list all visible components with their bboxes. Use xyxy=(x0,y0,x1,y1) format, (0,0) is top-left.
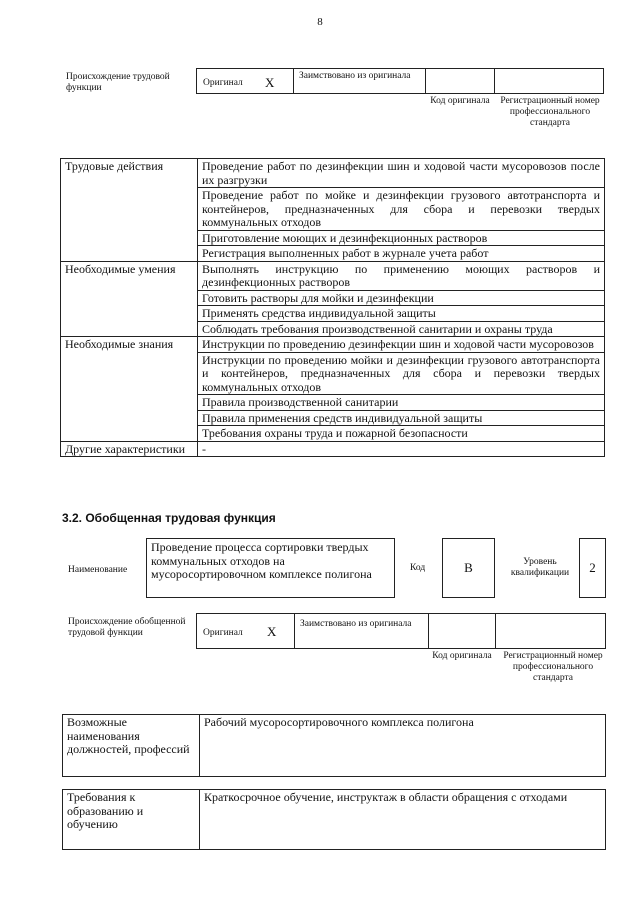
table-row xyxy=(63,790,606,850)
code-value: B xyxy=(442,538,495,598)
original-mark: X xyxy=(267,624,277,639)
table-row xyxy=(61,159,605,188)
table-cell: Инструкции по проведению дезинфекции шин и ходовой части мусоровозов xyxy=(198,337,605,353)
original-label: Оригинал xyxy=(203,628,243,638)
origin-label: Происхождение обобщенной трудовой функции xyxy=(68,617,186,638)
table-row xyxy=(61,337,605,353)
table-cell: Готовить растворы для мойки и дезинфекции xyxy=(198,290,605,306)
divider xyxy=(293,68,294,94)
table-cell: Правила производственной санитарии xyxy=(198,395,605,411)
row-header: Другие характеристики xyxy=(61,441,198,457)
name-label: Наименование xyxy=(68,565,128,575)
table-cell: Применять средства индивидуальной защиты xyxy=(198,306,605,322)
education-table xyxy=(62,789,606,850)
table-row xyxy=(61,261,605,290)
table-cell: Инструкции по проведению мойки и дезинфекции грузового автотранспорта и контейнеров, предназначенных для сбора и перевозки твердых коммунальных отходов xyxy=(198,352,605,395)
table-cell: Проведение работ по мойке и дезинфекции грузового автотранспорта и контейнеров, предназначенных для сбора и перевозки твердых коммунальных отходов xyxy=(198,188,605,231)
table-cell: Рабочий мусоросортировочного комплекса полигона xyxy=(200,715,606,777)
table-cell: Правила применения средств индивидуальной защиты xyxy=(198,410,605,426)
functions-table xyxy=(60,158,605,457)
original-label: Оригинал xyxy=(203,78,243,88)
code-label: Код xyxy=(410,563,426,573)
divider xyxy=(294,613,295,649)
row-header: Необходимые знания xyxy=(61,337,198,442)
divider xyxy=(428,613,429,649)
row-header: Необходимые умения xyxy=(61,261,198,337)
table-cell: - xyxy=(198,441,605,457)
level-label: Уровень квалификации xyxy=(510,557,570,578)
positions-table xyxy=(62,714,606,777)
origin-label: Происхождение трудовой функции xyxy=(66,72,170,93)
borrowed-label: Заимствовано из оригинала xyxy=(299,71,411,81)
borrowed-label: Заимствовано из оригинала xyxy=(300,619,412,629)
divider xyxy=(494,68,495,94)
code-original-caption: Код оригинала xyxy=(430,96,490,106)
section-title: 3.2. Обобщенная трудовая функция xyxy=(62,511,276,525)
original-mark: X xyxy=(265,75,275,90)
code-original-caption: Код оригинала xyxy=(432,651,492,661)
table-row xyxy=(63,715,606,777)
row-header: Требования к образованию и обучению xyxy=(63,790,200,850)
table-cell: Краткосрочное обучение, инструктаж в области обращения с отходами xyxy=(200,790,606,850)
reg-number-caption: Регистрационный номер профессионального стандарта xyxy=(500,96,600,128)
page-number: 8 xyxy=(317,16,323,28)
table-cell: Проведение работ по дезинфекции шин и ходовой части мусоровозов после их разгрузки xyxy=(198,159,605,188)
table-cell: Регистрация выполненных работ в журнале учета работ xyxy=(198,246,605,262)
level-value: 2 xyxy=(579,538,606,598)
reg-number-caption: Регистрационный номер профессионального стандарта xyxy=(503,651,603,683)
table-row xyxy=(61,441,605,457)
table-cell: Выполнять инструкцию по применению моющих растворов и дезинфекционных растворов xyxy=(198,261,605,290)
table-cell: Соблюдать требования производственной санитарии и охраны труда xyxy=(198,321,605,337)
divider xyxy=(425,68,426,94)
divider xyxy=(495,613,496,649)
row-header: Возможные наименования должностей, профессий xyxy=(63,715,200,777)
row-header: Трудовые действия xyxy=(61,159,198,262)
gtf-name-box: Проведение процесса сортировки твердых коммунальных отходов на мусоросортировочном комплексе полигона xyxy=(146,538,395,598)
table-cell: Приготовление моющих и дезинфекционных растворов xyxy=(198,230,605,246)
table-cell: Требования охраны труда и пожарной безопасности xyxy=(198,426,605,442)
